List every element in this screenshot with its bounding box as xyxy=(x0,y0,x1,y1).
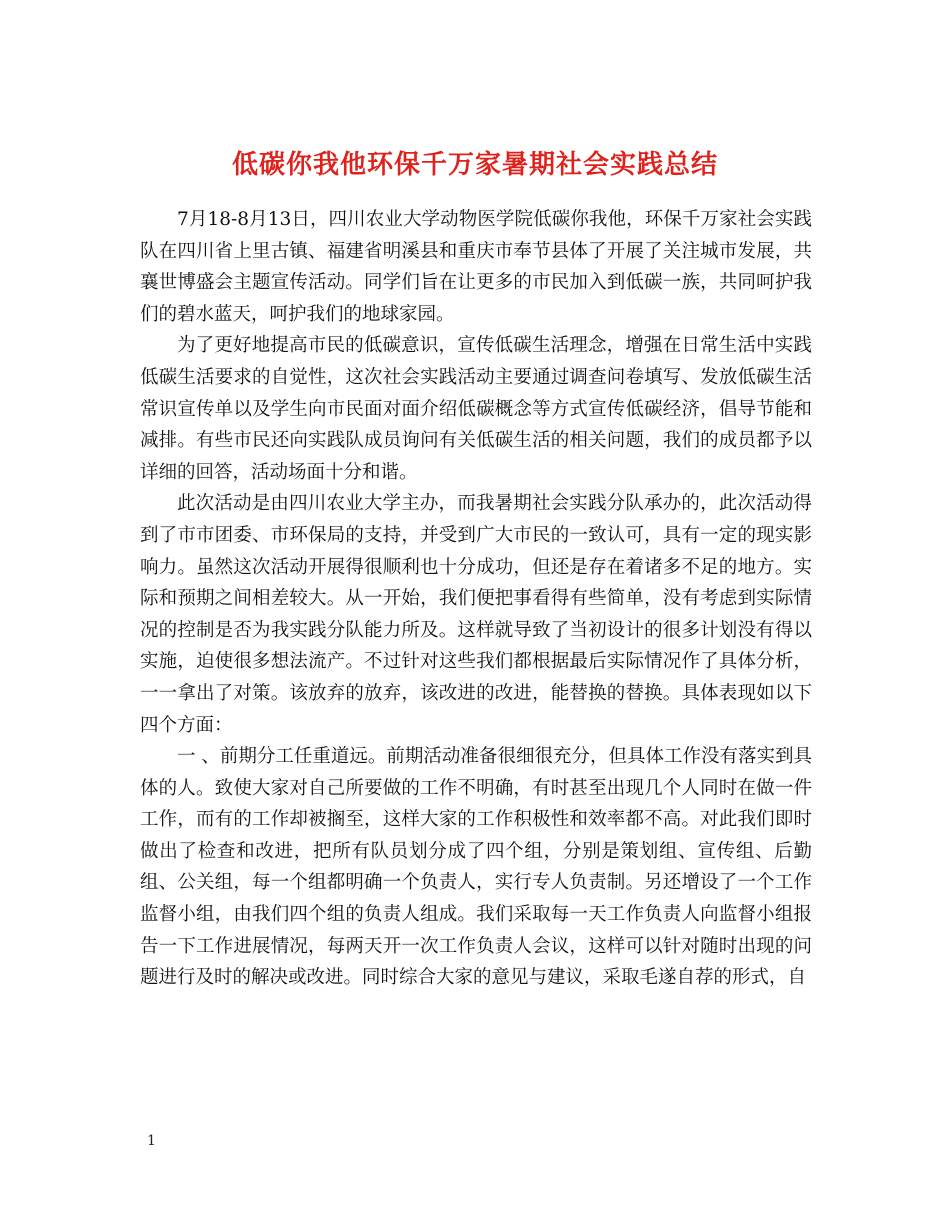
document-title: 低碳你我他环保千万家暑期社会实践总结 xyxy=(231,150,718,181)
paragraph-3: 此次活动是由四川农业大学主办，而我暑期社会实践分队承办的，此次活动得到了市市团委、市环保局的支持，并受到广大市民的一致认可，具有一定的现实影响力。虽然这次活动开展得很顺利也十分成功，但还是存在着诸多不足的地方。实际和预期之间相差较大。从一开始，我们便把事看得有些简单，没有考虑到实际情况的控制是否为我实践分队能力所及。这样就导致了当初设计的很多计划没有得以实施，迫使很多想法流产。不过针对这些我们都根据最后实际情况作了具体分析，一一拿出了对策。该放弃的放弃，该改进的改进，能替换的替换。具体表现如以下四个方面： xyxy=(140,493,812,736)
paragraph-4: 一 、前期分工任重道远。前期活动准备很细很充分，但具体工作没有落实到具体的人。致使大家对自己所要做的工作不明确，有时甚至出现几个人同时在做一件工作，而有的工作却被搁至，这样大家的工作积极性和效率都不高。对此我们即时做出了检查和改进，把所有队员划分成了四个组，分别是策划组、宣传组、后勤组、公关组，每一个组都明确一个负责人，实行专人负责制。另还增设了一个工作监督小组，由我们四个组的负责人组成。我们采取每一天工作负责人向监督小组报告一下工作进展情况，每两天开一次工作负责人会议，这样可以针对随时出现的问题进行及时的解决或改进。同时综合大家的意见与建议，采取毛遂自荐的形式，自 xyxy=(140,746,812,989)
paragraph-1: 7月18-8月13日，四川农业大学动物医学院低碳你我他，环保千万家社会实践队在四川省上里古镇、福建省明溪县和重庆市奉节县体了开展了关注城市发展，共襄世博盛会主题宣传活动。同学们旨在让更多的市民加入到低碳一族，共同呵护我们的碧水蓝天，呵护我们的地球家园。 xyxy=(140,209,812,325)
document-body xyxy=(140,204,812,994)
page-number: 1 xyxy=(147,1133,156,1149)
paragraph-2: 为了更好地提高市民的低碳意识，宣传低碳生活理念，增强在日常生活中实践低碳生活要求的自觉性，这次社会实践活动主要通过调查问卷填写、发放低碳生活常识宣传单以及学生向市民面对面介绍低碳概念等方式宣传低碳经济，倡导节能和减排。有些市民还向实践队成员询问有关低碳生活的相关问题，我们的成员都予以详细的回答，活动场面十分和谐。 xyxy=(140,335,812,483)
